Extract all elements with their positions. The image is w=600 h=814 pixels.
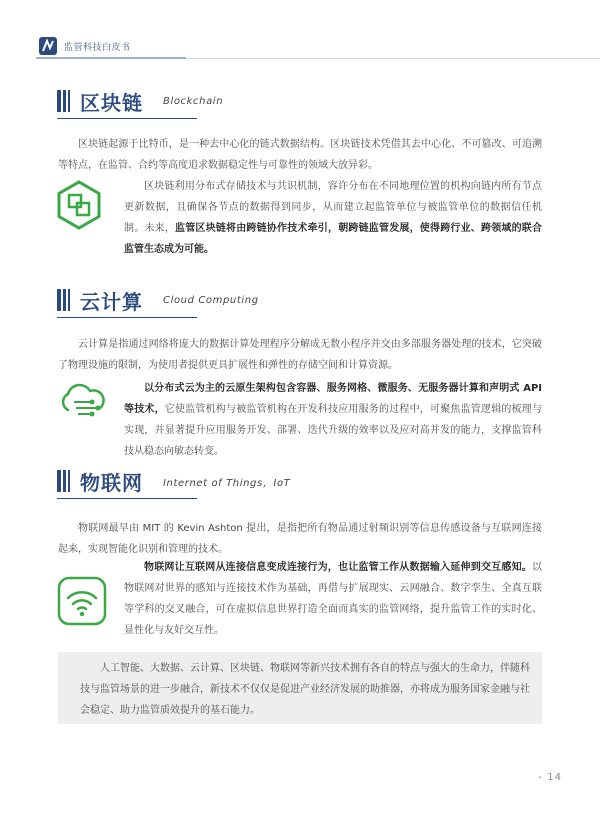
page-number: - 14: [538, 772, 562, 783]
blockchain-body-normal: 区块链利用分布式存储技术与共识机制，容许分布在不同地理位置的机构向链内所有节点更新数据，且确保各节点的数据得到同步，从而建立起监管单位与被监管单位的数据信任机制。未来，: [124, 181, 542, 234]
blockchain-body: [124, 176, 542, 260]
section-title-zh: 云计算: [80, 289, 143, 314]
section-title-en: Internet of Things，IoT: [163, 477, 291, 489]
section-title-zh: 物联网: [80, 470, 143, 495]
title-bars-icon: [57, 470, 70, 492]
title-bars-icon: [57, 289, 70, 311]
title-bars-icon: [57, 90, 70, 112]
wifi-signal-icon: [57, 576, 107, 626]
header-divider: [36, 58, 600, 59]
section-title-iot: [57, 468, 290, 494]
cloud-body: [124, 378, 542, 462]
section-title-cloud: [57, 287, 259, 313]
iot-body-normal: 以物联网对世界的感知与连接技术作为基础，再借与扩展现实、云网融合、数字孪生、全真互联等学科的交叉融合，可在虚拟信息世界打造全面而真实的监管网络，提升监管工作的实时化、显性化与友好交互性。: [124, 562, 542, 636]
section-underline: [57, 498, 197, 499]
section-underline: [57, 118, 197, 119]
cloud-network-icon: [56, 382, 108, 418]
section-title-en: Cloud Computing: [163, 294, 259, 306]
cloud-intro: 云计算是指通过网络将庞大的数据计算处理程序分解成无数小程序并交由多部服务器处理的技术，它突破了物理设施的限制，为使用者提供更具扩展性和弹性的存储空间和计算资源。: [58, 339, 542, 371]
iot-body: [124, 557, 542, 641]
section-title-en: Blockchain: [163, 95, 224, 107]
cloud-body-normal: 它使监管机构与被监管机构在开发科技应用服务的过程中，可聚焦监管逻辑的梳理与实现，并显著提升应用服务开发、部署、迭代升级的效率以及应对高并发的能力，支撑监管科技从稳态向敏态转变。: [124, 404, 543, 457]
iot-body-bold: 物联网让互联网从连接信息变成连接行为，也让监管工作从数据输入延伸到交互感知。: [144, 562, 532, 573]
section-title-blockchain: [57, 88, 223, 114]
blockchain-body-bold: 监管区块链将由跨链协作技术牵引，朝跨链监管发展，使得跨行业、跨领域的联合监管生态成为可能。: [124, 223, 542, 255]
summary-text: 人工智能、大数据、云计算、区块链、物联网等新兴技术拥有各自的特点与强大的生命力，伴随科技与监管场景的进一步融合，新技术不仅仅是促进产业经济发展的助推器，亦将成为服务国家金融与社会稳定、助力监管质效提升的基石能力。: [80, 663, 530, 716]
brand-logo: [38, 36, 58, 56]
summary-box: [58, 652, 542, 724]
blockchain-intro: 区块链起源于比特币，是一种去中心化的链式数据结构。区块链技术凭借其去中心化、不可篡改、可追溯等特点，在监管、合约等高度追求数据稳定性与可靠性的领域大放异彩。: [58, 139, 542, 171]
page-header: [38, 36, 131, 56]
cloud-body-bold: 以分布式云为主的云原生架构包含容器、服务网格、微服务、无服务器计算和声明式 API 等技术，: [124, 383, 542, 415]
section-title-zh: 区块链: [80, 90, 143, 115]
iot-intro: 物联网最早由 MIT 的 Kevin Ashton 提出，是指把所有物品通过射频识别等信息传感设备与互联网连接起来，实现智能化识别和管理的技术。: [58, 523, 542, 555]
section-underline: [57, 317, 197, 318]
header-title: 监管科技白皮书: [64, 42, 131, 53]
blockchain-hexagon-icon: [57, 180, 101, 230]
